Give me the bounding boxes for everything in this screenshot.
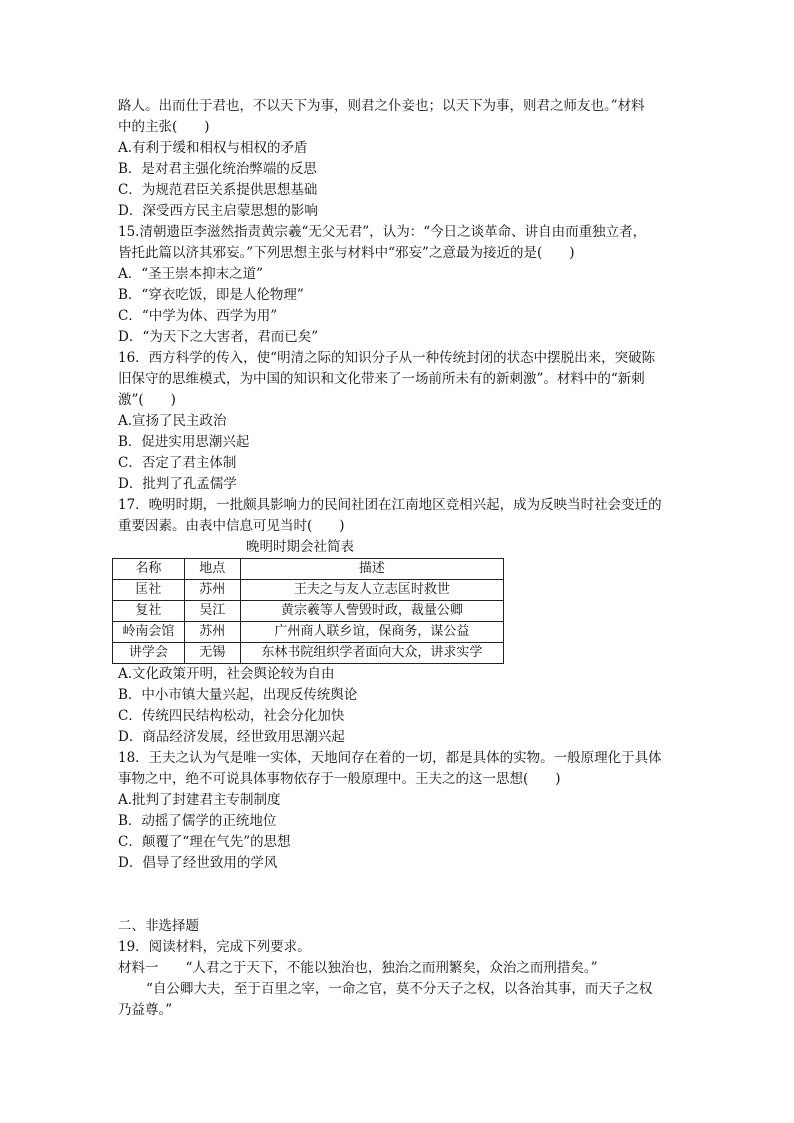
q17-table-caption: 晚明时期会社简表 [246,539,354,555]
intro-option-b: B．是对君主强化统治弊端的反思 [118,161,317,177]
exam-page [118,96,680,1021]
table-row [113,622,504,643]
q17-option-b: B．中小市镇大量兴起，出现反传统舆论 [118,687,358,703]
intro-stem-line-1: 路人。出而仕于君也，不以天下为事，则君之仆妾也；以天下为事，则君之师友也。”材料 [118,98,645,114]
table-cell: 复社 [113,601,185,622]
table-row [113,580,504,601]
table-row [113,643,504,664]
table-cell: 王夫之与友人立志匡时救世 [240,580,503,601]
table-cell: 苏州 [184,580,240,601]
q19-intro: 19．阅读材料，完成下列要求。 [118,939,311,955]
table-cell: 苏州 [184,622,240,643]
table-cell: 无锡 [184,643,240,664]
q16-option-b: B．促进实用思潮兴起 [118,434,250,450]
section-spacer [118,874,680,916]
q18-option-a: A.批判了封建君主专制制度 [118,792,281,808]
table-header-place: 地点 [184,559,240,580]
intro-stem-line-2: 中的主张( ) [118,119,210,135]
q16-stem-line-1: 16．西方科学的传入，使“明清之际的知识分子从一种传统封闭的状态中摆脱出来，突破陈 [118,350,656,366]
table-header-row [113,559,504,580]
q15-stem-line-2: 皆托此篇以济其邪妄。”下列思想主张与材料中“邪妄”之意最为接近的是( ) [118,245,575,261]
q15-option-d: D．“为天下之大害者，君而已矣” [118,329,319,345]
material1-line-3: 乃益尊。” [118,1002,173,1018]
material1-line-2: “自公卿大夫，至于百里之宰，一命之官，莫不分天子之权，以各治其事，而天子之权 [146,981,653,997]
q17-option-d: D．商品经济发展，经世致用思潮兴起 [118,729,345,745]
q18-stem-line-2: 事物之中，绝不可说具体事物依存于一般原理中。王夫之的这一思想( ) [118,771,561,787]
table-header-name: 名称 [113,559,185,580]
table-cell: 匡社 [113,580,185,601]
q17-stem-line-2: 重要因素。由表中信息可见当时( ) [118,518,345,534]
material1-quote-1: “人君之于天下，不能以独治也，独治之而刑繁矣，众治之而刑措矣。” [185,960,598,976]
table-cell: 讲学会 [113,643,185,664]
q15-option-a: A．“圣王崇本抑末之道” [118,266,264,282]
q17-option-a: A.文化政策开明，社会舆论较为自由 [118,666,335,682]
q18-option-d: D．倡导了经世致用的学风 [118,855,278,871]
material1-line-1 [118,958,680,979]
q16-stem-line-2: 旧保守的思维模式，为中国的知识和文化带来了一场前所未有的新刺激”。材料中的“新刺 [118,371,645,387]
intro-option-c: C．为规范君臣关系提供思想基础 [118,182,318,198]
table-cell: 东林书院组织学者面向大众，讲求实学 [240,643,503,664]
section-heading: 二、非选择题 [118,918,199,934]
q15-option-b: B．“穿衣吃饭，即是人伦物理” [118,287,304,303]
table-header-description: 描述 [240,559,503,580]
q16-option-d: D．批判了孔孟儒学 [118,476,237,492]
q18-option-c: C．颠覆了“理在气先”的思想 [118,834,291,850]
intro-option-d: D．深受西方民主启蒙思想的影响 [118,203,318,219]
table-cell: 岭南会馆 [113,622,185,643]
intro-option-a: A.有利于缓和相权与相权的矛盾 [118,140,308,156]
q16-option-a: A.宣扬了民主政治 [118,413,227,429]
q18-option-b: B．动摇了儒学的正统地位 [118,813,277,829]
q17-stem-line-1: 17．晚明时期，一批颇具影响力的民间社团在江南地区竞相兴起，成为反映当时社会变迁的 [118,497,662,513]
q17-option-c: C．传统四民结构松动，社会分化加快 [118,708,345,724]
q16-option-c: C．否定了君主体制 [118,455,237,471]
material1-label: 材料一 [118,960,159,976]
table-row [113,601,504,622]
q18-stem-line-1: 18．王夫之认为气是唯一实体，天地间存在着的一切，都是具体的实物。一般原理化于具体 [118,750,662,766]
q17-societies-table [112,558,504,664]
q15-stem-line-1: 15.清朝遗臣李滋然指责黄宗羲“无父无君”，认为：“今日之谈革命、讲自由而重独立者， [118,224,647,240]
q15-option-c: C．“中学为体、西学为用” [118,308,278,324]
table-cell: 黄宗羲等人訾毁时政，裁量公卿 [240,601,503,622]
table-cell: 吴江 [184,601,240,622]
table-cell: 广州商人联乡谊，保商务，谋公益 [240,622,503,643]
q16-stem-line-3: 激”( ) [118,392,176,408]
